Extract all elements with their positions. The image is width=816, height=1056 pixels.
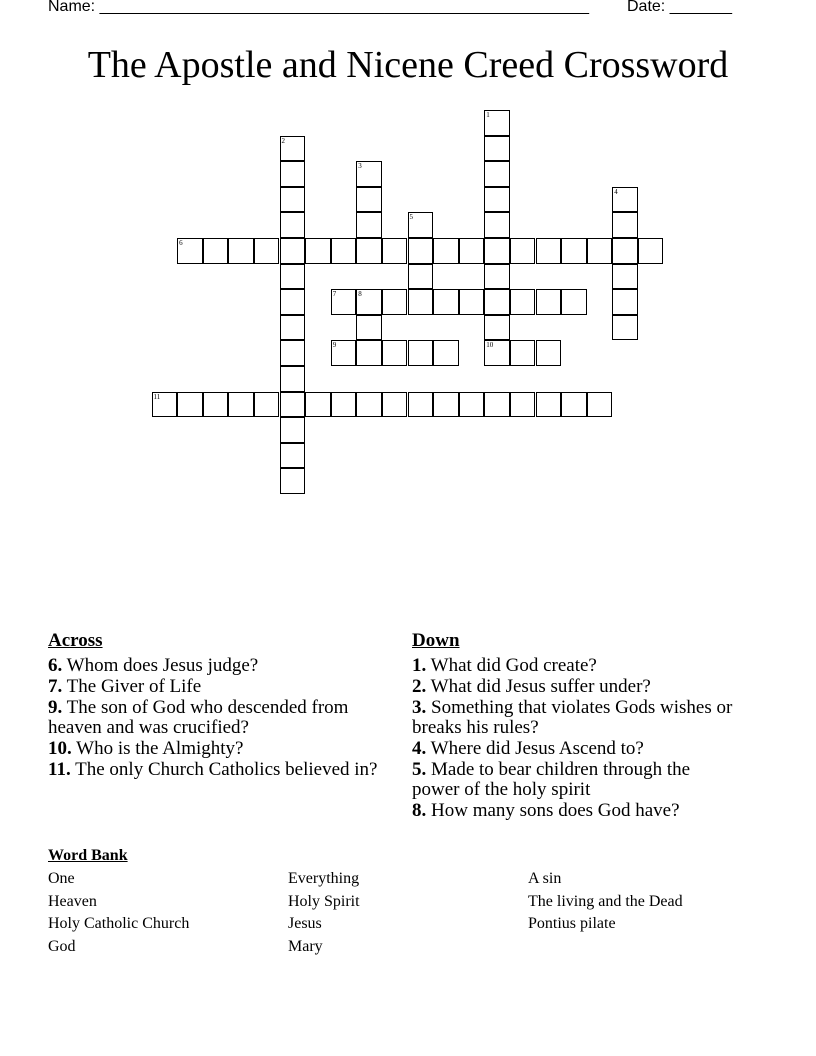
across-heading: Across: [48, 630, 103, 651]
crossword-cell[interactable]: [305, 392, 331, 418]
clue-text: Who is the Almighty?: [76, 738, 244, 759]
crossword-cell[interactable]: [331, 392, 357, 418]
crossword-cell[interactable]: [484, 340, 510, 366]
word-bank-item: A sin: [528, 870, 562, 887]
crossword-cell[interactable]: [587, 392, 613, 418]
clue-number: 3.: [412, 697, 427, 718]
crossword-cell[interactable]: [382, 289, 408, 315]
crossword-cell[interactable]: [408, 392, 434, 418]
crossword-cell[interactable]: [331, 238, 357, 264]
across-clues: [48, 630, 388, 781]
crossword-cell[interactable]: [356, 212, 382, 238]
crossword-cell[interactable]: [177, 392, 203, 418]
down-clue: [412, 656, 742, 676]
crossword-cell[interactable]: [536, 392, 562, 418]
crossword-cell[interactable]: [382, 392, 408, 418]
date-field: Date: _______: [627, 0, 732, 15]
clue-text: Made to bear children through the power of the holy spirit: [412, 759, 691, 800]
crossword-cell[interactable]: [459, 392, 485, 418]
crossword-cell[interactable]: [254, 392, 280, 418]
crossword-cell[interactable]: [612, 289, 638, 315]
crossword-cell[interactable]: [484, 136, 510, 162]
crossword-cell[interactable]: [587, 238, 613, 264]
clue-number: 4.: [412, 738, 427, 759]
word-bank-column: [528, 868, 683, 936]
word-bank-item: Heaven: [48, 892, 97, 910]
clue-number: 11.: [48, 759, 71, 780]
clue-text: Where did Jesus Ascend to?: [430, 738, 644, 759]
word-bank-item: Jesus: [288, 915, 322, 933]
across-clue: [48, 656, 388, 676]
crossword-cell[interactable]: [356, 238, 382, 264]
crossword-cell[interactable]: [254, 238, 280, 264]
crossword-cell[interactable]: [433, 340, 459, 366]
clue-number: 10.: [48, 738, 72, 759]
clue-number: 5.: [412, 759, 427, 780]
down-clue: [412, 698, 742, 738]
crossword-cell[interactable]: [612, 315, 638, 341]
clue-number: 4: [614, 187, 618, 196]
down-clue: [412, 760, 742, 800]
word-bank-item: Pontius pilate: [528, 915, 616, 933]
crossword-cell[interactable]: [331, 289, 357, 315]
crossword-cell[interactable]: [280, 443, 306, 469]
crossword-cell[interactable]: [561, 238, 587, 264]
crossword-cell[interactable]: [638, 238, 664, 264]
crossword-cell[interactable]: [484, 289, 510, 315]
crossword-cell[interactable]: [612, 264, 638, 290]
crossword-cell[interactable]: [484, 212, 510, 238]
clue-text: Whom does Jesus judge?: [66, 655, 259, 676]
crossword-cell[interactable]: [408, 289, 434, 315]
down-clues: [412, 630, 742, 822]
clue-text: What did God create?: [430, 655, 597, 676]
crossword-cell[interactable]: [382, 238, 408, 264]
crossword-cell[interactable]: [280, 187, 306, 213]
clue-number: 2: [281, 136, 285, 145]
crossword-cell[interactable]: [356, 340, 382, 366]
word-bank-item: Everything: [288, 870, 360, 887]
clue-number: 11: [153, 392, 161, 401]
crossword-cell[interactable]: [408, 238, 434, 264]
clue-number: 5: [409, 213, 413, 222]
down-clue: [412, 677, 742, 697]
crossword-cell[interactable]: [433, 238, 459, 264]
word-bank-item: The living and the Dead: [528, 892, 683, 910]
clue-number: 3: [358, 162, 362, 171]
word-bank-column: [288, 868, 360, 958]
crossword-cell[interactable]: [484, 392, 510, 418]
crossword-cell[interactable]: [203, 238, 229, 264]
crossword-cell[interactable]: [510, 340, 536, 366]
crossword-cell[interactable]: [280, 136, 306, 162]
crossword-cell[interactable]: [536, 340, 562, 366]
word-bank-item: Mary: [288, 937, 323, 955]
crossword-cell[interactable]: [510, 289, 536, 315]
crossword-cell[interactable]: [228, 392, 254, 418]
crossword-cell[interactable]: [356, 315, 382, 341]
crossword-cell[interactable]: [280, 289, 306, 315]
crossword-cell[interactable]: [484, 187, 510, 213]
clue-number: 8: [358, 290, 362, 299]
clue-number: 2.: [412, 676, 427, 697]
crossword-cell[interactable]: [510, 392, 536, 418]
word-bank-title: Word Bank: [48, 847, 128, 864]
clue-number: 1: [486, 111, 490, 119]
clue-number: 9: [332, 341, 337, 350]
crossword-cell[interactable]: [484, 238, 510, 264]
clue-text: The Giver of Life: [66, 676, 202, 697]
clue-text: The only Church Catholics believed in?: [75, 759, 378, 780]
crossword-cell[interactable]: [356, 187, 382, 213]
name-field: Name: _______________________________________________________: [48, 0, 589, 15]
crossword-cell[interactable]: [561, 289, 587, 315]
down-clue: [412, 739, 742, 759]
crossword-cell[interactable]: [228, 238, 254, 264]
across-clue: [48, 677, 388, 697]
clue-text: The son of God who descended from heaven and was crucified?: [48, 697, 349, 738]
crossword-cell[interactable]: [331, 340, 357, 366]
crossword-cell[interactable]: [280, 212, 306, 238]
crossword-cell[interactable]: [305, 238, 331, 264]
clue-number: 6: [179, 239, 183, 247]
word-bank-item: Holy Spirit: [288, 892, 360, 910]
crossword-cell[interactable]: [356, 392, 382, 418]
word-bank-column: [48, 868, 189, 958]
across-clue: [48, 698, 388, 738]
clue-text: What did Jesus suffer under?: [430, 676, 651, 697]
crossword-cell[interactable]: [612, 238, 638, 264]
crossword-cell[interactable]: [408, 212, 434, 238]
crossword-cell[interactable]: [536, 289, 562, 315]
crossword-cell[interactable]: [203, 392, 229, 418]
crossword-cell[interactable]: [280, 417, 306, 443]
crossword-cell[interactable]: [484, 264, 510, 290]
crossword-cell[interactable]: [280, 161, 306, 187]
crossword-cell[interactable]: [459, 289, 485, 315]
crossword-cell[interactable]: [484, 161, 510, 187]
clue-number: 1.: [412, 655, 427, 676]
down-clue: [412, 801, 742, 821]
clue-number: 9.: [48, 697, 63, 718]
clue-number: 8.: [412, 800, 427, 821]
crossword-cell[interactable]: [510, 238, 536, 264]
clue-text: How many sons does God have?: [431, 800, 680, 821]
crossword-cell[interactable]: [612, 212, 638, 238]
crossword-cell[interactable]: [561, 392, 587, 418]
crossword-cell[interactable]: [152, 392, 178, 418]
crossword-cell[interactable]: [280, 366, 306, 392]
crossword-cell[interactable]: [280, 238, 306, 264]
clue-text: Something that violates Gods wishes or breaks his rules?: [412, 697, 733, 738]
crossword-cell[interactable]: [280, 340, 306, 366]
crossword-cell[interactable]: [382, 340, 408, 366]
word-bank-item: One: [48, 870, 75, 887]
crossword-cell[interactable]: [356, 161, 382, 187]
crossword-cell[interactable]: [280, 264, 306, 290]
across-clue: [48, 760, 388, 780]
crossword-cell[interactable]: [408, 264, 434, 290]
across-clue: [48, 739, 388, 759]
clue-number: 10: [486, 341, 494, 350]
crossword-cell[interactable]: [280, 392, 306, 418]
crossword-cell[interactable]: [433, 392, 459, 418]
clue-number: 6.: [48, 655, 63, 676]
crossword-cell[interactable]: [280, 468, 306, 494]
crossword-cell[interactable]: [459, 238, 485, 264]
clue-number: 7.: [48, 676, 63, 697]
word-bank-item: Holy Catholic Church: [48, 915, 190, 933]
crossword-cell[interactable]: [356, 289, 382, 315]
crossword-cell[interactable]: [536, 238, 562, 264]
crossword-cell[interactable]: [177, 238, 203, 264]
down-heading: Down: [412, 630, 460, 651]
word-bank-item: God: [48, 937, 76, 955]
crossword-cell[interactable]: [280, 315, 306, 341]
crossword-cell[interactable]: [433, 289, 459, 315]
crossword-cell[interactable]: [612, 187, 638, 213]
page-title: The Apostle and Nicene Creed Crossword: [87, 44, 729, 86]
crossword-cell[interactable]: [484, 110, 510, 136]
clue-number: 7: [332, 290, 337, 299]
crossword-cell[interactable]: [408, 340, 434, 366]
crossword-cell[interactable]: [484, 315, 510, 341]
